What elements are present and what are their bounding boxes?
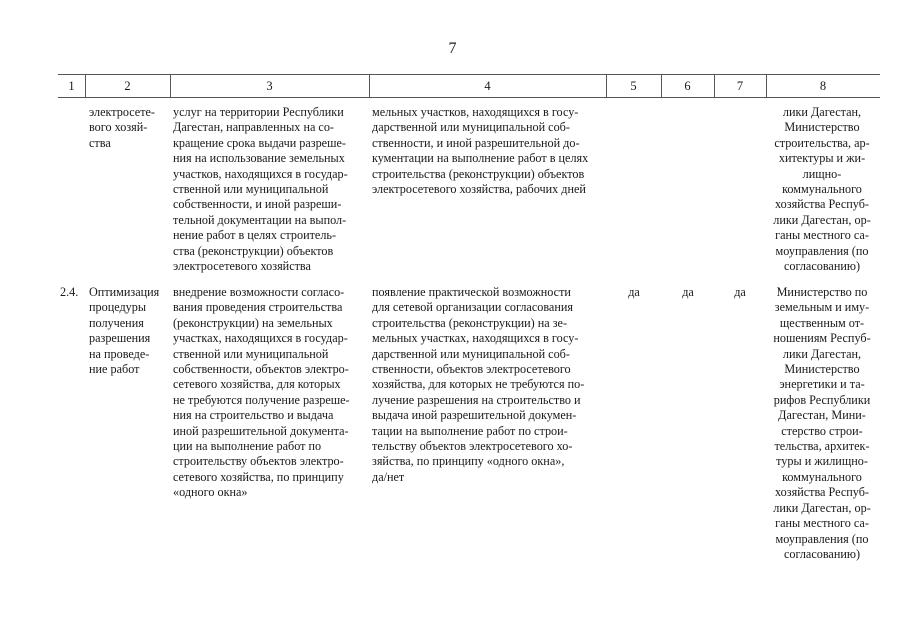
text-line: лики Дагестан, ор-	[773, 500, 871, 515]
text-line: собственности, и иной разреши-	[173, 197, 342, 212]
header-divider	[170, 74, 171, 97]
text-line: собственности, объектов электро-	[173, 362, 349, 377]
value-cell-5: да	[628, 285, 640, 299]
text-line: лучение разрешения на строительство и	[372, 392, 581, 407]
text-line: хозяйства, для которых не требуются по-	[372, 377, 585, 392]
header-col-5: 5	[630, 79, 637, 93]
description-cell	[173, 285, 367, 501]
table-header-row	[58, 74, 880, 98]
text-line: строительства (реконструкции) на зе-	[372, 315, 567, 330]
description-cell	[173, 105, 367, 274]
header-col-3: 3	[266, 79, 273, 93]
text-line: на проведе-	[89, 346, 150, 361]
text-line: Министерство	[784, 120, 860, 135]
header-divider	[606, 74, 607, 97]
text-line: лики Дагестан,	[782, 105, 862, 119]
row-number: 2.4.	[60, 285, 79, 299]
text-line: коммунального	[782, 469, 862, 484]
header-divider	[85, 74, 86, 97]
header-col-2: 2	[124, 79, 131, 93]
text-line: участков, находящихся в государ-	[173, 166, 348, 181]
value-cell-7: да	[734, 285, 746, 299]
text-line: хитектуры и жи-	[778, 151, 866, 166]
text-line: ние работ	[89, 362, 140, 377]
text-line: тации на выполнение работ по строи-	[372, 423, 568, 438]
header-divider	[661, 74, 662, 97]
text-line: не требуются получение разреше-	[173, 392, 350, 407]
text-line: согласованию)	[783, 259, 861, 274]
header-divider	[369, 74, 370, 97]
header-col-7: 7	[736, 79, 744, 93]
text-line: моуправления (по	[775, 531, 869, 546]
text-line: строительству объектов электро-	[173, 454, 344, 469]
text-line: разрешения	[89, 331, 151, 346]
text-line: (реконструкции) на земельных	[173, 315, 333, 330]
text-line: туры и жилищно-	[776, 454, 868, 469]
text-line: зяйства, по принципу «одного окна»,	[372, 454, 565, 469]
text-line: кументации на выполнение работ в целях	[372, 151, 589, 166]
indicator-cell	[372, 285, 604, 485]
indicator-cell	[372, 105, 604, 197]
text-line: дарственной или муниципальной соб-	[372, 120, 570, 135]
text-line: хозяйства Респуб-	[775, 197, 869, 212]
value-cell-6: да	[682, 285, 694, 299]
text-line: Оптимизация	[89, 285, 160, 299]
text-line: ганы местного са-	[775, 516, 869, 531]
responsible-cell	[770, 285, 874, 562]
text-line: тельства, архитек-	[774, 439, 870, 454]
text-line: лики Дагестан, ор-	[773, 212, 871, 227]
text-line: электросете-	[89, 105, 155, 119]
text-line: кращение срока выдачи разреше-	[173, 135, 346, 150]
text-line: внедрение возможности согласо-	[173, 285, 345, 299]
text-line: коммунального	[782, 182, 862, 197]
measure-name-cell	[89, 285, 169, 377]
text-line: вого хозяй-	[89, 120, 148, 135]
text-line: тельной документации на выпол-	[173, 212, 347, 227]
text-line: Дагестан, Мини-	[778, 408, 866, 423]
text-line: рифов Республики	[773, 392, 871, 407]
text-line: ства (реконструкции) объектов	[173, 243, 334, 258]
text-line: ственной или муниципальной	[173, 182, 329, 197]
text-line: сетевого хозяйства, по принципу	[173, 469, 344, 484]
text-line: дарственной или муниципальной соб-	[372, 346, 570, 361]
header-col-6: 6	[684, 79, 691, 93]
page-number: 7	[448, 40, 457, 57]
text-line: Дагестан, направленных на со-	[173, 120, 334, 135]
text-line: ции на выполнение работ по	[173, 439, 322, 454]
header-col-8: 8	[819, 79, 827, 93]
text-line: хозяйства Респуб-	[775, 485, 869, 500]
header-divider	[714, 74, 715, 97]
text-line: моуправления (по	[775, 243, 869, 258]
text-line: строительства, ар-	[774, 135, 870, 150]
header-col-4: 4	[484, 79, 491, 93]
text-line: лики Дагестан,	[782, 346, 862, 361]
text-line: мельных участках, находящихся в госу-	[372, 331, 579, 346]
text-line: ственности, объектов электросетевого	[372, 362, 571, 377]
text-line: участках, находящихся в государ-	[173, 331, 348, 346]
text-line: стерство строи-	[781, 423, 863, 438]
text-line: энергетики и та-	[779, 377, 865, 392]
text-line: ния на строительство и выдача	[173, 408, 334, 423]
text-line: появление практической возможности	[372, 285, 571, 299]
text-line: ственности, и иной разрешительной до-	[372, 135, 580, 150]
text-line: услуг на территории Республики	[173, 105, 344, 119]
measure-name-cell	[89, 105, 169, 151]
responsible-cell	[770, 105, 874, 274]
text-line: вания проведения строительства	[173, 300, 343, 315]
text-line: лищно-	[802, 166, 842, 181]
text-line: ственной или муниципальной	[173, 346, 329, 361]
text-line: иной разрешительной документа-	[173, 423, 349, 438]
text-line: тельству объектов электросетевого хо-	[372, 439, 573, 454]
text-line: ства	[89, 135, 111, 150]
text-line: ния на использование земельных	[173, 151, 345, 166]
text-line: процедуры	[89, 300, 147, 315]
text-line: электросетевого хозяйства	[173, 259, 311, 274]
text-line: строительства (реконструкции) объектов	[372, 166, 585, 181]
text-line: выдача иной разрешительной докумен-	[372, 408, 577, 423]
text-line: земельным и иму-	[774, 300, 870, 315]
text-line: Министерство по	[776, 285, 868, 299]
text-line: согласованию)	[783, 546, 861, 561]
header-col-1: 1	[68, 79, 75, 93]
text-line: получения	[89, 315, 144, 330]
text-line: да/нет	[372, 469, 405, 484]
text-line: ганы местного са-	[775, 228, 869, 243]
header-divider	[766, 74, 767, 97]
text-line: щественным от-	[779, 315, 865, 330]
text-line: мельных участков, находящихся в госу-	[372, 105, 579, 119]
text-line: для сетевой организации согласования	[372, 300, 573, 315]
text-line: Министерство	[784, 362, 860, 377]
text-line: сетевого хозяйства, для которых	[173, 377, 341, 392]
text-line: ношениям Респуб-	[773, 331, 871, 346]
text-line: электросетевого хозяйства, рабочих дней	[372, 182, 586, 197]
text-line: «одного окна»	[173, 485, 248, 500]
text-line: нение работ в целях строитель-	[173, 228, 337, 243]
